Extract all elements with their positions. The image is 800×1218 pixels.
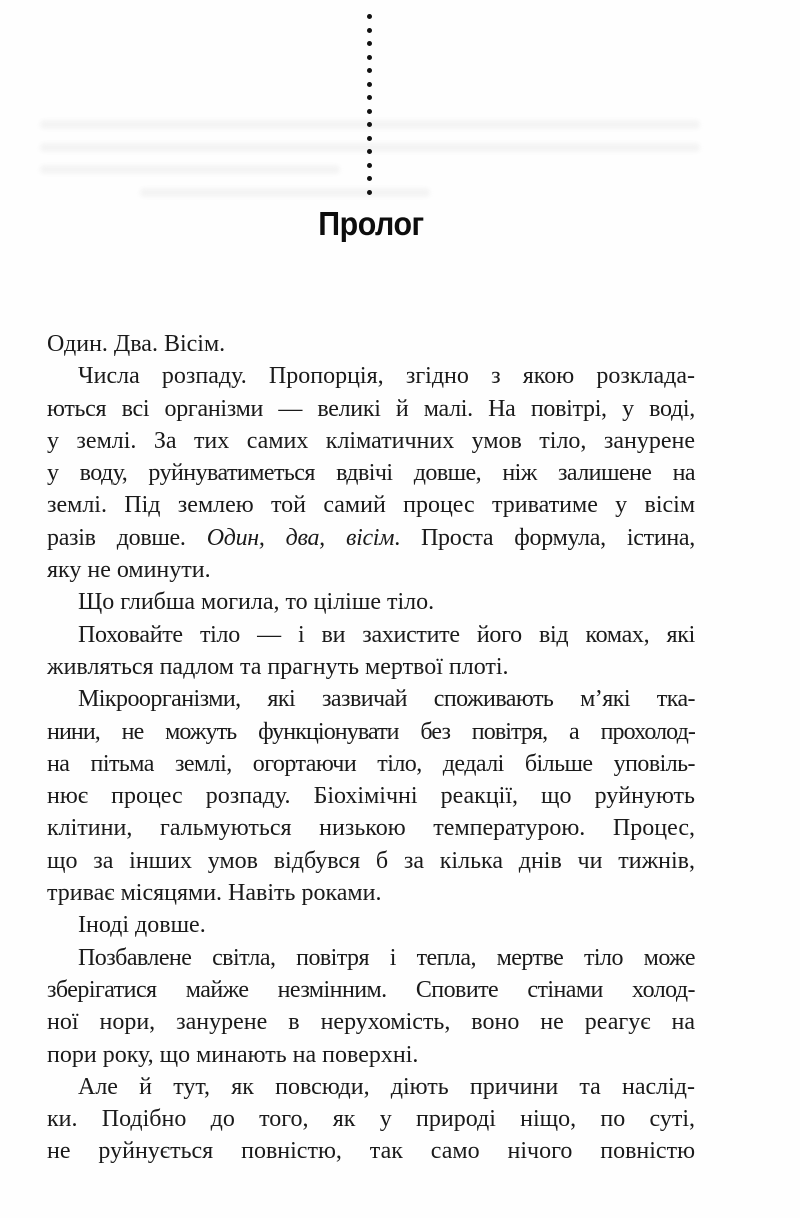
ornament-dot: [367, 190, 372, 195]
paragraph-line: Позбавлене світла, повітря і тепла, мертве тіло може: [78, 944, 695, 971]
paragraph-line: на пітьма землі, огортаючи тіло, дедалі більше уповіль-: [47, 750, 695, 777]
ornament-dot: [367, 95, 372, 100]
bleed-through-line: [40, 165, 340, 174]
ornament-dot: [367, 109, 372, 114]
paragraph-line: не руйнується повністю, так само нічого повністю: [47, 1138, 695, 1165]
paragraph-line: яку не оминути.: [47, 557, 211, 584]
body-text: [47, 328, 695, 1168]
paragraph-line: [47, 522, 695, 554]
paragraph-line: Один. Два. Вісім.: [47, 331, 226, 357]
paragraph-line: ються всі організми — великі й малі. На повітрі, у воді,: [47, 395, 695, 422]
ornament-dot: [367, 41, 372, 46]
ornament-dot: [367, 136, 372, 141]
dotted-line-ornament: [366, 14, 374, 196]
line-text: . Проста формула, істина,: [394, 524, 695, 551]
paragraph-line: Числа розпаду. Пропорція, згідно з якою розклада-: [78, 363, 695, 390]
paragraph-line: ної нори, занурене в нерухомість, воно не реагує на: [47, 1009, 695, 1036]
paragraph-line: клітини, гальмуються низькою температурою. Процес,: [47, 815, 695, 842]
ornament-dot: [367, 149, 372, 154]
paragraph-line: землі. Під землею той самий процес триватиме у вісім: [47, 492, 695, 519]
ornament-dot: [367, 176, 372, 181]
bleed-through-line: [140, 188, 430, 197]
paragraph-line: Поховайте тіло — і ви захистите його від комах, які: [78, 621, 695, 648]
italic-phrase: Один, два, вісім: [206, 524, 395, 551]
ornament-dot: [367, 68, 372, 73]
paragraph-line: що за інших умов відбувся б за кілька днів чи тижнів,: [47, 847, 695, 874]
paragraph-line: живляться падлом та прагнуть мертвої плоті.: [47, 653, 509, 680]
paragraph-line: Мікроорганізми, які зазвичай споживають м’які тка-: [78, 686, 695, 713]
paragraph-line: Що глибша могила, то ціліше тіло.: [78, 589, 435, 616]
ornament-dot: [367, 14, 372, 19]
paragraph-line: триває місяцями. Навіть роками.: [47, 880, 382, 907]
paragraph-line: Іноді довше.: [78, 912, 206, 939]
ornament-dot: [367, 28, 372, 33]
paragraph-line: Але й тут, як повсюди, діють причини та наслід-: [78, 1073, 695, 1100]
chapter-title: Пролог: [318, 205, 424, 242]
paragraph-line: у землі. За тих самих кліматичних умов тіло, занурене: [47, 427, 695, 454]
ornament-dot: [367, 55, 372, 60]
ornament-dot: [367, 82, 372, 87]
paragraph-line: пори року, що минають на поверхні.: [47, 1041, 419, 1068]
paragraph-line: зберігатися майже незмінним. Сповите стінами холод-: [47, 976, 695, 1003]
paragraph-line: нини, не можуть функціонувати без повітря, а прохолод-: [47, 718, 695, 745]
paragraph-line: ки. Подібно до того, як у природі ніщо, по суті,: [47, 1106, 695, 1133]
ornament-dot: [367, 163, 372, 168]
paragraph-line: нює процес розпаду. Біохімічні реакції, що руйнують: [47, 783, 695, 810]
line-text: разів довше.: [47, 524, 186, 551]
ornament-dot: [367, 122, 372, 127]
paragraph-line: у воду, руйнуватиметься вдвічі довше, ніж залишене на: [47, 460, 695, 487]
